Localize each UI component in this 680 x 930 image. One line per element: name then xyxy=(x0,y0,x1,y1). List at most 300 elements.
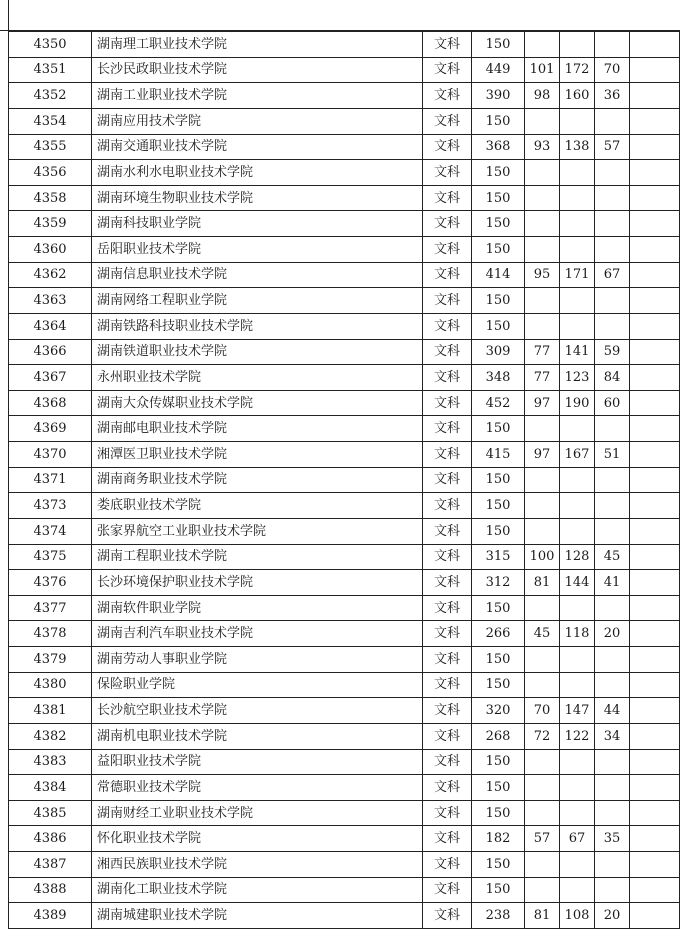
table-row xyxy=(9,800,680,826)
plan-count-cell: 150 xyxy=(472,237,525,263)
table-row xyxy=(9,621,680,647)
subject-type-cell: 文科 xyxy=(423,749,472,775)
school-code-cell: 4360 xyxy=(9,237,92,263)
value-2-cell xyxy=(560,160,595,186)
school-code-cell: 4354 xyxy=(9,108,92,134)
value-3-cell xyxy=(595,852,630,878)
empty-cell xyxy=(630,57,680,83)
plan-count-cell: 150 xyxy=(472,211,525,237)
value-2-cell: 171 xyxy=(560,262,595,288)
school-name-cell: 湖南吉利汽车职业技术学院 xyxy=(92,621,423,647)
empty-cell xyxy=(630,160,680,186)
school-code-cell: 4388 xyxy=(9,877,92,903)
school-name-cell: 长沙环境保护职业技术学院 xyxy=(92,570,423,596)
plan-count-cell: 315 xyxy=(472,544,525,570)
table-row xyxy=(9,826,680,852)
value-2-cell: 122 xyxy=(560,723,595,749)
value-1-cell xyxy=(525,416,560,442)
value-2-cell xyxy=(560,416,595,442)
plan-count-cell: 390 xyxy=(472,83,525,109)
value-2-cell xyxy=(560,108,595,134)
plan-count-cell: 312 xyxy=(472,570,525,596)
school-name-cell: 娄底职业技术学院 xyxy=(92,493,423,519)
plan-count-cell: 150 xyxy=(472,647,525,673)
school-code-cell: 4389 xyxy=(9,903,92,929)
empty-cell xyxy=(630,32,680,58)
table-row xyxy=(9,57,680,83)
table-row xyxy=(9,570,680,596)
empty-cell xyxy=(630,467,680,493)
school-name-cell: 湖南机电职业技术学院 xyxy=(92,723,423,749)
value-1-cell xyxy=(525,852,560,878)
school-name-cell: 湖南水利水电职业技术学院 xyxy=(92,160,423,186)
empty-cell xyxy=(630,570,680,596)
empty-cell xyxy=(630,595,680,621)
value-1-cell xyxy=(525,647,560,673)
plan-count-cell: 266 xyxy=(472,621,525,647)
subject-type-cell: 文科 xyxy=(423,365,472,391)
subject-type-cell: 文科 xyxy=(423,211,472,237)
table-row xyxy=(9,723,680,749)
school-code-cell: 4359 xyxy=(9,211,92,237)
table-row xyxy=(9,749,680,775)
table-row xyxy=(9,185,680,211)
value-1-cell: 97 xyxy=(525,390,560,416)
value-2-cell: 123 xyxy=(560,365,595,391)
value-1-cell: 77 xyxy=(525,365,560,391)
school-name-cell: 湖南理工职业技术学院 xyxy=(92,32,423,58)
value-2-cell xyxy=(560,749,595,775)
table-row xyxy=(9,672,680,698)
school-code-cell: 4363 xyxy=(9,288,92,314)
value-2-cell xyxy=(560,518,595,544)
value-2-cell xyxy=(560,467,595,493)
school-name-cell: 岳阳职业技术学院 xyxy=(92,237,423,263)
empty-cell xyxy=(630,211,680,237)
value-2-cell: 67 xyxy=(560,826,595,852)
plan-count-cell: 150 xyxy=(472,800,525,826)
value-2-cell: 108 xyxy=(560,903,595,929)
plan-count-cell: 348 xyxy=(472,365,525,391)
value-2-cell xyxy=(560,313,595,339)
value-3-cell: 84 xyxy=(595,365,630,391)
plan-count-cell: 415 xyxy=(472,442,525,468)
subject-type-cell: 文科 xyxy=(423,108,472,134)
school-name-cell: 湖南网络工程职业学院 xyxy=(92,288,423,314)
table-row xyxy=(9,83,680,109)
plan-count-cell: 150 xyxy=(472,877,525,903)
school-name-cell: 湖南商务职业技术学院 xyxy=(92,467,423,493)
value-2-cell xyxy=(560,595,595,621)
school-name-cell: 永州职业技术学院 xyxy=(92,365,423,391)
value-3-cell xyxy=(595,749,630,775)
school-name-cell: 湖南应用技术学院 xyxy=(92,108,423,134)
value-2-cell: 128 xyxy=(560,544,595,570)
value-3-cell xyxy=(595,288,630,314)
empty-cell xyxy=(630,800,680,826)
value-3-cell xyxy=(595,647,630,673)
plan-count-cell: 182 xyxy=(472,826,525,852)
plan-count-cell: 150 xyxy=(472,749,525,775)
value-3-cell: 35 xyxy=(595,826,630,852)
value-1-cell: 93 xyxy=(525,134,560,160)
subject-type-cell: 文科 xyxy=(423,723,472,749)
table-row xyxy=(9,544,680,570)
value-2-cell: 144 xyxy=(560,570,595,596)
school-code-cell: 4367 xyxy=(9,365,92,391)
table-row xyxy=(9,467,680,493)
plan-count-cell: 368 xyxy=(472,134,525,160)
value-3-cell xyxy=(595,877,630,903)
table-left-border-stub xyxy=(8,0,9,31)
plan-count-cell: 150 xyxy=(472,775,525,801)
plan-count-cell: 150 xyxy=(472,288,525,314)
value-1-cell xyxy=(525,800,560,826)
school-code-cell: 4351 xyxy=(9,57,92,83)
plan-count-cell: 150 xyxy=(472,467,525,493)
value-2-cell xyxy=(560,185,595,211)
empty-cell xyxy=(630,723,680,749)
school-name-cell: 湖南化工职业技术学院 xyxy=(92,877,423,903)
value-1-cell xyxy=(525,313,560,339)
school-code-cell: 4382 xyxy=(9,723,92,749)
table-row xyxy=(9,647,680,673)
value-3-cell: 45 xyxy=(595,544,630,570)
school-name-cell: 湖南信息职业技术学院 xyxy=(92,262,423,288)
value-3-cell xyxy=(595,160,630,186)
school-name-cell: 湖南环境生物职业技术学院 xyxy=(92,185,423,211)
school-code-cell: 4366 xyxy=(9,339,92,365)
value-1-cell: 45 xyxy=(525,621,560,647)
empty-cell xyxy=(630,749,680,775)
school-code-cell: 4355 xyxy=(9,134,92,160)
school-code-cell: 4377 xyxy=(9,595,92,621)
value-1-cell xyxy=(525,32,560,58)
table-row xyxy=(9,365,680,391)
table-row xyxy=(9,595,680,621)
value-3-cell: 70 xyxy=(595,57,630,83)
value-3-cell xyxy=(595,211,630,237)
subject-type-cell: 文科 xyxy=(423,775,472,801)
school-name-cell: 长沙航空职业技术学院 xyxy=(92,698,423,724)
plan-count-cell: 150 xyxy=(472,852,525,878)
school-code-cell: 4378 xyxy=(9,621,92,647)
value-3-cell xyxy=(595,32,630,58)
value-1-cell: 100 xyxy=(525,544,560,570)
value-1-cell xyxy=(525,160,560,186)
value-2-cell xyxy=(560,775,595,801)
value-2-cell xyxy=(560,672,595,698)
school-code-cell: 4352 xyxy=(9,83,92,109)
school-name-cell: 湖南交通职业技术学院 xyxy=(92,134,423,160)
subject-type-cell: 文科 xyxy=(423,185,472,211)
value-1-cell xyxy=(525,493,560,519)
empty-cell xyxy=(630,365,680,391)
table-row xyxy=(9,339,680,365)
value-2-cell: 190 xyxy=(560,390,595,416)
school-name-cell: 湖南铁路科技职业技术学院 xyxy=(92,313,423,339)
value-2-cell xyxy=(560,32,595,58)
subject-type-cell: 文科 xyxy=(423,698,472,724)
school-code-cell: 4362 xyxy=(9,262,92,288)
value-1-cell xyxy=(525,877,560,903)
plan-count-cell: 150 xyxy=(472,595,525,621)
value-1-cell: 95 xyxy=(525,262,560,288)
subject-type-cell: 文科 xyxy=(423,595,472,621)
table-row xyxy=(9,775,680,801)
school-code-cell: 4371 xyxy=(9,467,92,493)
value-1-cell: 70 xyxy=(525,698,560,724)
plan-count-cell: 238 xyxy=(472,903,525,929)
value-1-cell xyxy=(525,288,560,314)
table-row xyxy=(9,134,680,160)
subject-type-cell: 文科 xyxy=(423,672,472,698)
plan-count-cell: 449 xyxy=(472,57,525,83)
table-row xyxy=(9,416,680,442)
table-row xyxy=(9,32,680,58)
empty-cell xyxy=(630,339,680,365)
value-3-cell: 34 xyxy=(595,723,630,749)
value-3-cell xyxy=(595,313,630,339)
empty-cell xyxy=(630,185,680,211)
school-code-cell: 4380 xyxy=(9,672,92,698)
school-name-cell: 湖南邮电职业技术学院 xyxy=(92,416,423,442)
plan-count-cell: 150 xyxy=(472,416,525,442)
empty-cell xyxy=(630,134,680,160)
value-3-cell: 20 xyxy=(595,621,630,647)
plan-count-cell: 309 xyxy=(472,339,525,365)
table-row xyxy=(9,518,680,544)
school-code-cell: 4369 xyxy=(9,416,92,442)
subject-type-cell: 文科 xyxy=(423,416,472,442)
plan-count-cell: 150 xyxy=(472,32,525,58)
empty-cell xyxy=(630,518,680,544)
empty-cell xyxy=(630,493,680,519)
school-code-cell: 4375 xyxy=(9,544,92,570)
value-1-cell xyxy=(525,211,560,237)
subject-type-cell: 文科 xyxy=(423,57,472,83)
school-name-cell: 湖南大众传媒职业技术学院 xyxy=(92,390,423,416)
subject-type-cell: 文科 xyxy=(423,390,472,416)
school-code-cell: 4379 xyxy=(9,647,92,673)
table-row xyxy=(9,442,680,468)
school-name-cell: 怀化职业技术学院 xyxy=(92,826,423,852)
subject-type-cell: 文科 xyxy=(423,83,472,109)
subject-type-cell: 文科 xyxy=(423,621,472,647)
empty-cell xyxy=(630,775,680,801)
value-2-cell: 141 xyxy=(560,339,595,365)
value-2-cell xyxy=(560,852,595,878)
plan-count-cell: 320 xyxy=(472,698,525,724)
value-3-cell: 51 xyxy=(595,442,630,468)
school-code-cell: 4356 xyxy=(9,160,92,186)
subject-type-cell: 文科 xyxy=(423,32,472,58)
value-2-cell: 138 xyxy=(560,134,595,160)
plan-count-cell: 414 xyxy=(472,262,525,288)
plan-count-cell: 268 xyxy=(472,723,525,749)
value-2-cell xyxy=(560,647,595,673)
empty-cell xyxy=(630,416,680,442)
value-3-cell xyxy=(595,775,630,801)
subject-type-cell: 文科 xyxy=(423,134,472,160)
value-3-cell xyxy=(595,800,630,826)
value-3-cell: 41 xyxy=(595,570,630,596)
empty-cell xyxy=(630,83,680,109)
table-row xyxy=(9,288,680,314)
school-name-cell: 湖南铁道职业技术学院 xyxy=(92,339,423,365)
value-3-cell: 36 xyxy=(595,83,630,109)
value-3-cell: 59 xyxy=(595,339,630,365)
value-1-cell xyxy=(525,775,560,801)
school-code-cell: 4381 xyxy=(9,698,92,724)
subject-type-cell: 文科 xyxy=(423,826,472,852)
subject-type-cell: 文科 xyxy=(423,339,472,365)
table-row xyxy=(9,698,680,724)
value-1-cell: 98 xyxy=(525,83,560,109)
school-code-cell: 4385 xyxy=(9,800,92,826)
empty-cell xyxy=(630,442,680,468)
value-1-cell: 57 xyxy=(525,826,560,852)
empty-cell xyxy=(630,313,680,339)
school-code-cell: 4358 xyxy=(9,185,92,211)
value-2-cell xyxy=(560,493,595,519)
value-3-cell xyxy=(595,416,630,442)
empty-cell xyxy=(630,877,680,903)
school-name-cell: 湖南工程职业技术学院 xyxy=(92,544,423,570)
table-row xyxy=(9,313,680,339)
subject-type-cell: 文科 xyxy=(423,467,472,493)
school-code-cell: 4370 xyxy=(9,442,92,468)
subject-type-cell: 文科 xyxy=(423,647,472,673)
empty-cell xyxy=(630,237,680,263)
table-row xyxy=(9,390,680,416)
subject-type-cell: 文科 xyxy=(423,518,472,544)
school-name-cell: 益阳职业技术学院 xyxy=(92,749,423,775)
table-row xyxy=(9,493,680,519)
value-1-cell: 97 xyxy=(525,442,560,468)
school-code-cell: 4374 xyxy=(9,518,92,544)
school-name-cell: 湖南财经工业职业技术学院 xyxy=(92,800,423,826)
school-code-cell: 4368 xyxy=(9,390,92,416)
school-name-cell: 张家界航空工业职业技术学院 xyxy=(92,518,423,544)
value-2-cell xyxy=(560,237,595,263)
subject-type-cell: 文科 xyxy=(423,262,472,288)
school-name-cell: 保险职业学院 xyxy=(92,672,423,698)
empty-cell xyxy=(630,262,680,288)
value-1-cell: 81 xyxy=(525,570,560,596)
value-2-cell: 147 xyxy=(560,698,595,724)
subject-type-cell: 文科 xyxy=(423,544,472,570)
subject-type-cell: 文科 xyxy=(423,442,472,468)
value-1-cell xyxy=(525,467,560,493)
subject-type-cell: 文科 xyxy=(423,903,472,929)
value-1-cell xyxy=(525,185,560,211)
empty-cell xyxy=(630,288,680,314)
subject-type-cell: 文科 xyxy=(423,237,472,263)
value-3-cell: 57 xyxy=(595,134,630,160)
empty-cell xyxy=(630,903,680,929)
plan-count-cell: 150 xyxy=(472,313,525,339)
value-3-cell xyxy=(595,595,630,621)
table-row xyxy=(9,877,680,903)
value-1-cell: 72 xyxy=(525,723,560,749)
value-2-cell: 172 xyxy=(560,57,595,83)
value-1-cell: 101 xyxy=(525,57,560,83)
value-3-cell: 20 xyxy=(595,903,630,929)
school-code-cell: 4373 xyxy=(9,493,92,519)
subject-type-cell: 文科 xyxy=(423,313,472,339)
value-3-cell xyxy=(595,237,630,263)
school-name-cell: 长沙民政职业技术学院 xyxy=(92,57,423,83)
value-2-cell xyxy=(560,800,595,826)
value-3-cell: 44 xyxy=(595,698,630,724)
school-name-cell: 湖南软件职业学院 xyxy=(92,595,423,621)
school-name-cell: 湖南科技职业学院 xyxy=(92,211,423,237)
empty-cell xyxy=(630,108,680,134)
value-3-cell xyxy=(595,185,630,211)
value-3-cell xyxy=(595,467,630,493)
school-code-cell: 4387 xyxy=(9,852,92,878)
school-code-cell: 4376 xyxy=(9,570,92,596)
value-1-cell xyxy=(525,518,560,544)
value-2-cell xyxy=(560,288,595,314)
plan-count-cell: 150 xyxy=(472,160,525,186)
subject-type-cell: 文科 xyxy=(423,570,472,596)
value-1-cell xyxy=(525,108,560,134)
value-2-cell xyxy=(560,211,595,237)
table-row xyxy=(9,211,680,237)
value-1-cell xyxy=(525,749,560,775)
school-code-cell: 4350 xyxy=(9,32,92,58)
value-3-cell xyxy=(595,518,630,544)
empty-cell xyxy=(630,621,680,647)
school-name-cell: 湖南工业职业技术学院 xyxy=(92,83,423,109)
empty-cell xyxy=(630,698,680,724)
admission-table xyxy=(8,31,680,929)
value-1-cell: 77 xyxy=(525,339,560,365)
value-3-cell: 67 xyxy=(595,262,630,288)
school-code-cell: 4383 xyxy=(9,749,92,775)
value-2-cell: 167 xyxy=(560,442,595,468)
school-name-cell: 湘西民族职业技术学院 xyxy=(92,852,423,878)
table-row xyxy=(9,237,680,263)
subject-type-cell: 文科 xyxy=(423,160,472,186)
subject-type-cell: 文科 xyxy=(423,852,472,878)
plan-count-cell: 150 xyxy=(472,185,525,211)
table-row xyxy=(9,852,680,878)
plan-count-cell: 150 xyxy=(472,493,525,519)
subject-type-cell: 文科 xyxy=(423,493,472,519)
school-name-cell: 常德职业技术学院 xyxy=(92,775,423,801)
plan-count-cell: 150 xyxy=(472,518,525,544)
value-2-cell: 118 xyxy=(560,621,595,647)
school-name-cell: 湖南劳动人事职业学院 xyxy=(92,647,423,673)
school-code-cell: 4384 xyxy=(9,775,92,801)
value-2-cell xyxy=(560,877,595,903)
value-1-cell xyxy=(525,237,560,263)
subject-type-cell: 文科 xyxy=(423,288,472,314)
empty-cell xyxy=(630,544,680,570)
plan-count-cell: 150 xyxy=(472,672,525,698)
value-3-cell xyxy=(595,672,630,698)
subject-type-cell: 文科 xyxy=(423,877,472,903)
empty-cell xyxy=(630,390,680,416)
empty-cell xyxy=(630,852,680,878)
table-body xyxy=(9,32,680,929)
value-1-cell xyxy=(525,595,560,621)
school-code-cell: 4364 xyxy=(9,313,92,339)
table-row xyxy=(9,108,680,134)
